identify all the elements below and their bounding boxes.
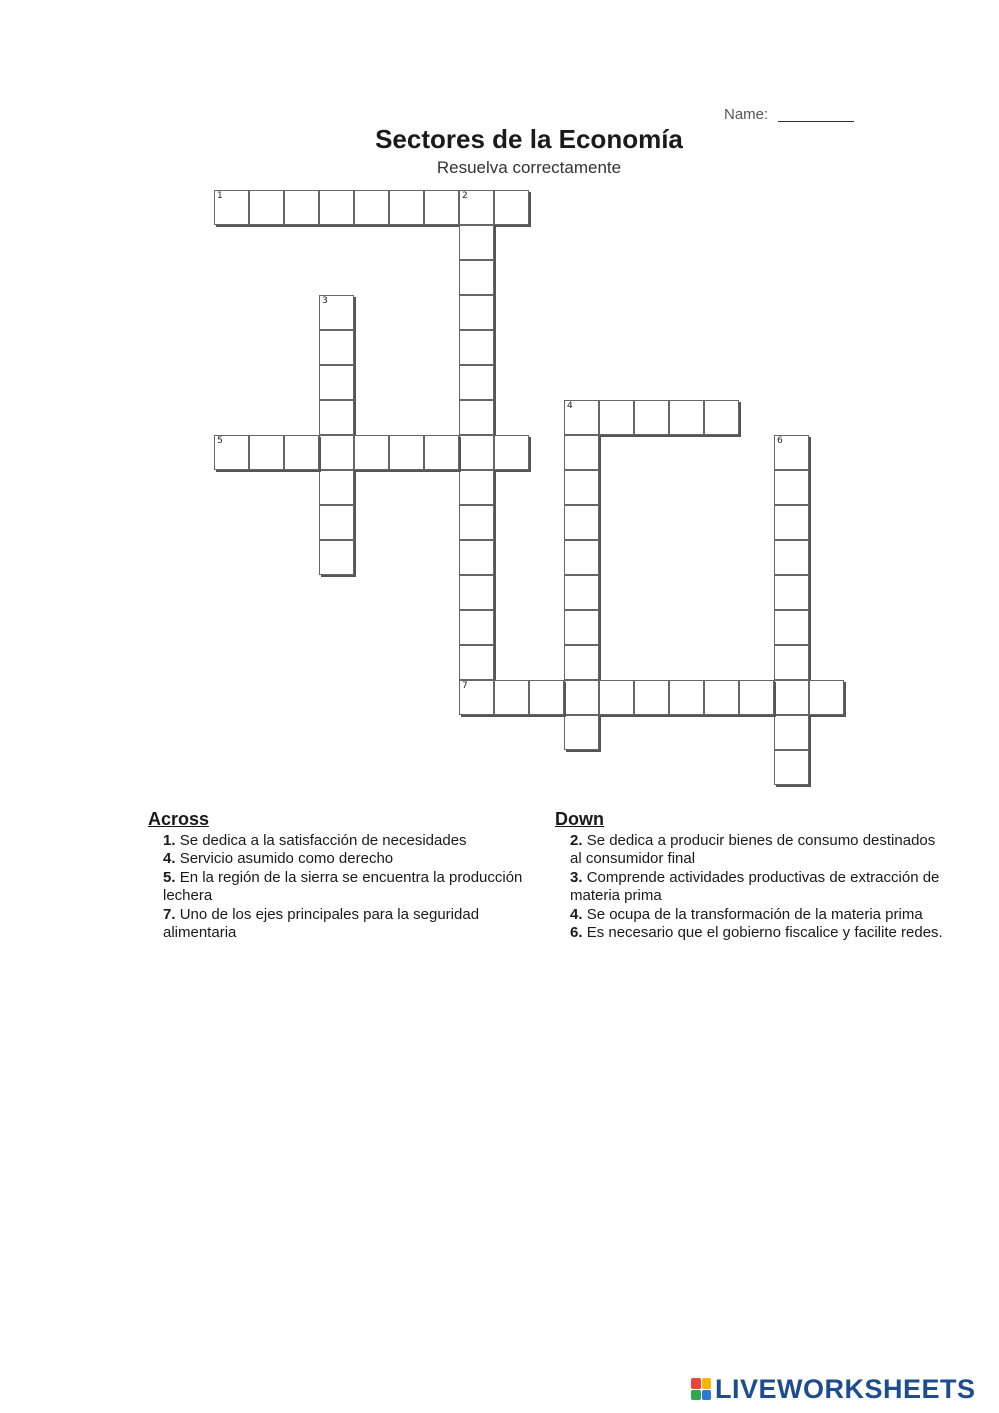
crossword-cell[interactable]: [634, 400, 669, 435]
crossword-cell[interactable]: [319, 505, 354, 540]
clue-text: Es necesario que el gobierno fiscalice y facilite redes.: [586, 924, 943, 941]
cell-number: 4: [567, 401, 573, 411]
page-subtitle: Resuelva correctamente: [436, 158, 622, 177]
crossword-cell[interactable]: [459, 260, 494, 295]
crossword-cell[interactable]: [774, 470, 809, 505]
crossword-cell[interactable]: [459, 400, 494, 435]
crossword-cell[interactable]: [319, 190, 354, 225]
crossword-cell[interactable]: [564, 610, 599, 645]
crossword-cell[interactable]: [564, 400, 599, 435]
name-blank-line: [778, 121, 854, 122]
cell-number: 2: [462, 191, 468, 201]
crossword-cell[interactable]: [669, 400, 704, 435]
crossword-cell[interactable]: [669, 680, 704, 715]
crossword-cell[interactable]: [739, 680, 774, 715]
clue-text: Se ocupa de la transformación de la materia prima: [586, 905, 923, 923]
crossword-cell[interactable]: [564, 540, 599, 575]
crossword-cell[interactable]: [494, 190, 529, 225]
crossword-cell[interactable]: [249, 190, 284, 225]
crossword-cell[interactable]: [599, 680, 634, 715]
crossword-cell[interactable]: [389, 190, 424, 225]
clue-item: [570, 924, 947, 943]
crossword-cell[interactable]: [459, 470, 494, 505]
logo-text: LIVEWORKSHEETS: [715, 1373, 976, 1404]
crossword-cell[interactable]: [319, 540, 354, 575]
crossword-cell[interactable]: [389, 435, 424, 470]
name-field: [724, 104, 854, 124]
crossword-cell[interactable]: [459, 680, 494, 715]
crossword-cell[interactable]: [459, 610, 494, 645]
crossword-cell[interactable]: [564, 470, 599, 505]
clue-item: [163, 850, 548, 869]
crossword-cell[interactable]: [774, 680, 809, 715]
crossword-cell[interactable]: [214, 190, 249, 225]
clue-item: [163, 906, 548, 943]
crossword-cell[interactable]: [634, 680, 669, 715]
clue-item: [163, 832, 548, 851]
crossword-cell[interactable]: [494, 680, 529, 715]
crossword-cell[interactable]: [459, 505, 494, 540]
crossword-cell[interactable]: [704, 680, 739, 715]
down-clue-list: [555, 832, 947, 943]
clue-text: Servicio asumido como derecho: [179, 850, 394, 867]
crossword-cell[interactable]: [214, 435, 249, 470]
crossword-cell[interactable]: [249, 435, 284, 470]
clue-number: 5.: [163, 868, 176, 886]
crossword-cell[interactable]: [459, 225, 494, 260]
crossword-cell[interactable]: [774, 645, 809, 680]
clue-item: [570, 906, 947, 925]
cell-number: 7: [462, 681, 468, 691]
clue-number: 4.: [570, 905, 583, 923]
clue-number: 1.: [163, 831, 176, 849]
crossword-cell[interactable]: [564, 645, 599, 680]
crossword-cell[interactable]: [459, 365, 494, 400]
crossword-cell[interactable]: [319, 470, 354, 505]
crossword-cell[interactable]: [459, 190, 494, 225]
crossword-cell[interactable]: [774, 435, 809, 470]
crossword-cell[interactable]: [774, 715, 809, 750]
crossword-cell[interactable]: [459, 645, 494, 680]
crossword-cell[interactable]: [319, 330, 354, 365]
crossword-cell[interactable]: [564, 435, 599, 470]
name-label: Name:: [724, 106, 769, 123]
crossword-cell[interactable]: [564, 680, 599, 715]
crossword-cell[interactable]: [459, 435, 494, 470]
crossword-cell[interactable]: [319, 400, 354, 435]
across-clue-list: [148, 832, 548, 943]
across-clues: [148, 810, 548, 943]
crossword-cell[interactable]: [809, 680, 844, 715]
crossword-cell[interactable]: [494, 435, 529, 470]
cell-number: 3: [322, 296, 328, 306]
clue-text: Comprende actividades productivas de extracción de materia prima: [570, 868, 940, 904]
clue-text: Se dedica a producir bienes de consumo destinados al consumidor final: [570, 831, 936, 867]
crossword-cell[interactable]: [529, 680, 564, 715]
crossword-cell[interactable]: [354, 435, 389, 470]
crossword-cell[interactable]: [774, 610, 809, 645]
crossword-cell[interactable]: [599, 400, 634, 435]
clue-number: 2.: [570, 831, 583, 849]
crossword-cell[interactable]: [704, 400, 739, 435]
crossword-cell[interactable]: [319, 435, 354, 470]
crossword-cell[interactable]: [459, 330, 494, 365]
clue-number: 6.: [570, 924, 583, 941]
across-heading: Across: [148, 809, 210, 829]
crossword-cell[interactable]: [284, 190, 319, 225]
clue-item: [163, 869, 548, 906]
crossword-cell[interactable]: [424, 435, 459, 470]
crossword-cell[interactable]: [774, 540, 809, 575]
page-title: Sectores de la Economía: [375, 124, 683, 154]
liveworksheets-logo-icon: [691, 1378, 711, 1400]
down-clues: [555, 810, 947, 943]
crossword-cell[interactable]: [284, 435, 319, 470]
crossword-cell[interactable]: [774, 505, 809, 540]
cell-number: 6: [777, 436, 783, 446]
clue-text: Uno de los ejes principales para la seguridad alimentaria: [163, 905, 480, 941]
down-heading: Down: [555, 809, 604, 829]
clue-number: 3.: [570, 868, 583, 886]
clue-text: En la región de la sierra se encuentra la producción lechera: [163, 868, 523, 904]
crossword-cell[interactable]: [459, 540, 494, 575]
clue-item: [570, 832, 947, 869]
clue-text: Se dedica a la satisfacción de necesidades: [179, 831, 467, 849]
clue-item: [570, 869, 947, 906]
crossword-cell[interactable]: [319, 365, 354, 400]
crossword-cell[interactable]: [774, 575, 809, 610]
crossword-cell[interactable]: [564, 505, 599, 540]
crossword-cell[interactable]: [424, 190, 459, 225]
crossword-cell[interactable]: [459, 575, 494, 610]
cell-number: 1: [217, 191, 223, 201]
crossword-cell[interactable]: [459, 295, 494, 330]
cell-number: 5: [217, 436, 223, 446]
crossword-cell[interactable]: [319, 295, 354, 330]
crossword-cell[interactable]: [564, 575, 599, 610]
crossword-cell[interactable]: [354, 190, 389, 225]
clue-number: 4.: [163, 850, 176, 867]
crossword-cell[interactable]: [774, 750, 809, 785]
clue-number: 7.: [163, 905, 176, 923]
crossword-cell[interactable]: [564, 715, 599, 750]
liveworksheets-logo: [691, 1373, 976, 1405]
